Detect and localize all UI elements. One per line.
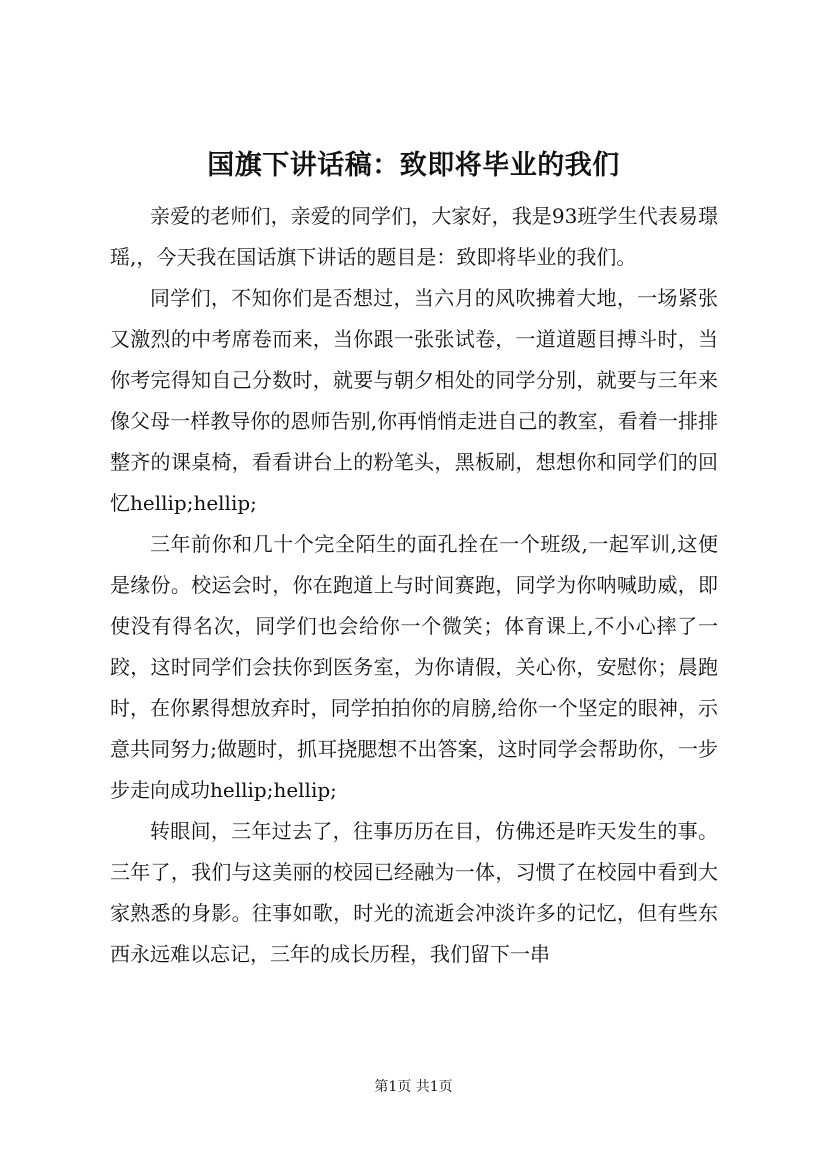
document-title: 国旗下讲话稿：致即将毕业的我们 xyxy=(207,150,620,181)
paragraph-greeting: 亲爱的老师们，亲爱的同学们，大家好，我是93班学生代表易璟瑶,，今天我在国话旗下讲话的题目是：致即将毕业的我们。 xyxy=(110,204,718,269)
paragraph-three-years: 转眼间，三年过去了，往事历历在目，仿佛还是昨天发生的事。三年了，我们与这美丽的校园已经融为一体，习惯了在校园中看到大家熟悉的身影。往事如歌，时光的流逝会冲淡许多的记忆，但有些东西永远难以忘记，三年的成长历程，我们留下一串 xyxy=(110,819,718,966)
page-footer: 第1页 共1页 xyxy=(374,1079,453,1095)
paragraph-memories: 三年前你和几十个完全陌生的面孔拴在一个班级,一起军训,这便是缘份。校运会时，你在跑道上与时间赛跑，同学为你呐喊助威，即使没有得名次，同学们也会给你一个微笑；体育课上,不小心摔了一跤，这时同学们会扶你到医务室，为你请假，关心你，安慰你；晨跑时，在你累得想放弃时，同学拍拍你的肩膀,给你一个坚定的眼神，示意共同努力;做题时，抓耳挠腮想不出答案，这时同学会帮助你，一步步走向成功hellip;hellip; xyxy=(110,532,718,802)
paragraph-exam-farewell: 同学们，不知你们是否想过，当六月的风吹拂着大地，一场紧张又激烈的中考席卷而来，当你跟一张张试卷，一道道题目搏斗时，当你考完得知自己分数时，就要与朝夕相处的同学分别，就要与三年来像父母一样教导你的恩师告别,你再悄悄走进自己的教室，看着一排排整齐的课桌椅，看看讲台上的粉笔头，黑板刷，想想你和同学们的回忆hellip;hellip; xyxy=(110,286,718,515)
document-body xyxy=(110,196,718,975)
